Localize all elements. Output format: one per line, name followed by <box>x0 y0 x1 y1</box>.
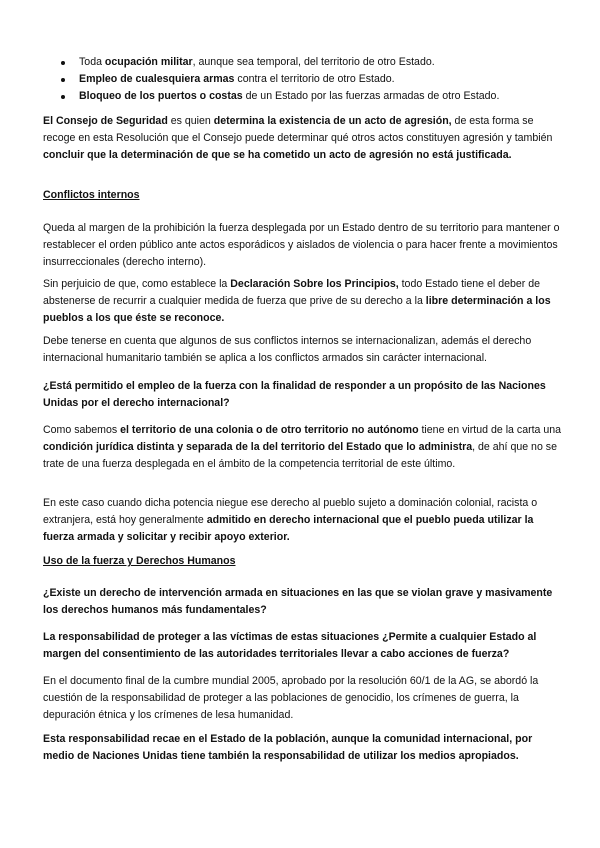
paragraph-declaration-principles: Sin perjuicio de que, como establece la Declaración Sobre los Principios, todo Estado tiene el deber de abstenerse de recurrir a cualquier medida de fuerza que prive de su derecho a la libre determinación a los pueblos a los que éste se reconoce. <box>43 278 551 324</box>
list-item: Bloqueo de los puertos o costas de un Estado por las fuerzas armadas de otro Estado. <box>43 88 565 105</box>
bullet-icon <box>61 61 65 65</box>
heading-force-human-rights: Uso de la fuerza y Derechos Humanos <box>43 555 236 567</box>
aggression-acts-list <box>43 54 565 105</box>
bullet-icon <box>61 95 65 99</box>
list-item: Empleo de cualesquiera armas contra el territorio de otro Estado. <box>43 71 565 88</box>
heading-internal-conflicts: Conflictos internos <box>43 189 140 201</box>
paragraph-world-summit-2005: En el documento final de la cumbre mundial 2005, aprobado por la resolución 60/1 de la AG, se abordó la cuestión de la responsabilidad de proteger a las poblaciones de genocidio, los crímenes de guerra, la depuración étnica y los crímenes de lesa humanidad. <box>43 675 539 721</box>
question-armed-intervention: ¿Existe un derecho de intervención armada en situaciones en las que se violan grave y masivamente los derechos humanos más fundamentales? <box>43 587 553 616</box>
question-un-purpose: ¿Está permitido el empleo de la fuerza con la finalidad de responder a un propósito de las Naciones Unidas por el derecho internacional? <box>43 380 546 409</box>
question-responsibility-protect: La responsabilidad de proteger a las víctimas de estas situaciones ¿Permite a cualquier Estado al margen del consentimiento de las autoridades territoriales llevar a cabo acciones de fuerza? <box>43 631 537 660</box>
paragraph-colony-territory: Como sabemos el territorio de una colonia o de otro territorio no autónomo tiene en virtud de la carta una condición jurídica distinta y separada de la del territorio del Estado que lo administra, de ahí que no se trate de una fuerza desplegada en el ámbito de la competencia territorial de este último. <box>43 424 562 470</box>
list-item: Toda ocupación militar, aunque sea temporal, del territorio de otro Estado. <box>43 54 565 71</box>
bullet-icon <box>61 78 65 82</box>
paragraph-state-responsibility: Esta responsabilidad recae en el Estado de la población, aunque la comunidad internacional, por medio de Naciones Unidas tiene también la responsabilidad de utilizar los medios apropiados. <box>43 733 533 762</box>
paragraph-internationalized-conflicts: Debe tenerse en cuenta que algunos de sus conflictos internos se internacionalizan, además el derecho internacional humanitario también se aplica a los conflictos armados sin carácter internacional. <box>43 335 532 364</box>
paragraph-security-council: El Consejo de Seguridad es quien determina la existencia de un acto de agresión, de esta forma se recoge en esta Resolución que el Consejo puede determinar qué otros actos constituyen agresión y también concluir que la determinación de que se ha cometido un acto de agresión no está justificada. <box>43 115 553 161</box>
paragraph-colonial-domination: En este caso cuando dicha potencia niegue ese derecho al pueblo sujeto a dominación colonial, racista o extranjera, está hoy generalmente admitido en derecho internacional que el pueblo pueda utilizar la fuerza armada y solicitar y recibir apoyo exterior. <box>43 497 538 543</box>
paragraph-internal-force: Queda al margen de la prohibición la fuerza desplegada por un Estado dentro de su territorio para mantener o restablecer el orden público ante actos esporádicos y aislados de violencia o para hacer frente a movimientos insurreccionales (derecho interno). <box>43 222 560 268</box>
